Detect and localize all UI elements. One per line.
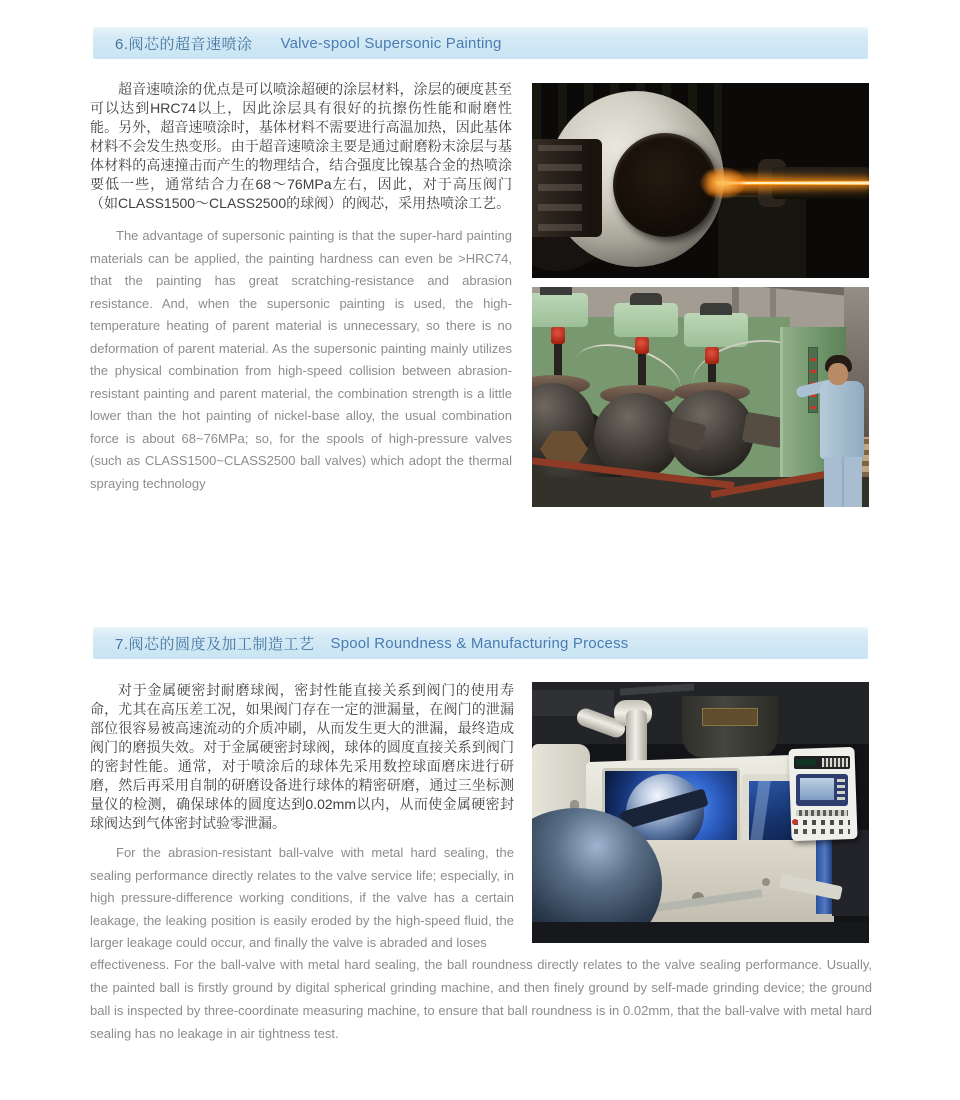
- section-6-paragraph-en: The advantage of supersonic painting is that the super-hard painting materials can be applied, the painting hardness can even be >HRC74, that the painting has great scratching-resistance and abrasion resistance. And, when the supersonic painting is used, the high-temperature heating of parent material is unnecessary, so there is no deformation of parent material. As the supersonic painting mainly utilizes the physical combination from high-speed collision between abrasion-resistant painting and parent material, the combination strength is a little lower than the hot painting of nickel-base alloy, the usual combination force is about 68~76MPa; so, for the spools of high-pressure valves (such as CLASS1500~CLASS2500 ball valves) which adopt the thermal spraying technology: [90, 228, 512, 491]
- bed-hole: [762, 878, 770, 886]
- red-collar: [635, 337, 649, 354]
- cnc-grinding-machine-photo: [532, 682, 869, 943]
- section-7-paragraph-en-full: effectiveness. For the ball-valve with metal hard sealing, the ball roundness directly relates to the valve sealing performance. Usually, the painted ball is firstly ground by digital spherical grinding machine, and then finely ground by self-made grinding device; the ground ball is inspected by three-coordinate measuring machine, to ensure that ball roundness is in 0.02mm, that the ball-valve with metal hard sealing has no leakage in air tightness test.: [90, 957, 872, 1041]
- spray-flame-core: [728, 182, 869, 184]
- section-7-paragraph-en-column: For the abrasion-resistant ball-valve with metal hard sealing, the sealing performance directly relates to the valve service life; especially, in high pressure-difference working conditions, if the valve has a certain leakage, the leaking position is easily eroded by the high-speed fluid, the larger leakage could occur, and finally the valve is abraded and loses: [90, 845, 514, 950]
- red-collar: [705, 347, 719, 364]
- screen-side-keys: [837, 778, 845, 800]
- vent-grille: [702, 708, 758, 726]
- floor: [532, 922, 869, 943]
- panel-digital-display: [796, 759, 816, 766]
- dust-collector: [682, 696, 778, 758]
- section-7-title-zh: 7.阀芯的圆度及加工制造工艺: [115, 635, 315, 653]
- side-cabinet: [832, 830, 869, 916]
- worker-head: [828, 363, 848, 385]
- control-buttons: [810, 351, 816, 409]
- button-row: [794, 820, 850, 825]
- worker-torso: [820, 381, 864, 459]
- section-6-text-column: [90, 80, 512, 495]
- soft-key-row: [796, 810, 848, 816]
- grinding-workshop-photo: [532, 287, 869, 507]
- red-collar: [551, 327, 565, 344]
- emergency-stop-button: [792, 819, 798, 825]
- section-7-header: [93, 627, 868, 659]
- spindle-housing: [614, 303, 678, 337]
- ceiling-duct: [532, 690, 614, 716]
- spindle-cap: [630, 293, 662, 305]
- worker-legs: [824, 457, 862, 507]
- section-6-header: [93, 27, 868, 59]
- supersonic-painting-photo: [532, 83, 869, 278]
- spindle-cap: [700, 303, 732, 315]
- spindle-cap: [540, 287, 572, 295]
- cnc-screen: [800, 778, 834, 800]
- section-7-text-column: [90, 681, 514, 955]
- section-7-title-en: Spool Roundness & Manufacturing Process: [330, 634, 629, 652]
- section-6-title-zh: 6.阀芯的超音速喷涂: [115, 35, 253, 53]
- chuck-jaws: [538, 145, 582, 231]
- pedestal: [718, 195, 806, 278]
- panel-keypad: [822, 758, 848, 767]
- button-row: [794, 829, 850, 834]
- section-6-paragraph-zh: 超音速喷涂的优点是可以喷涂超硬的涂层材料，涂层的硬度甚至可以达到HRC74以上，因此涂层具有很好的抗擦伤性能和耐磨性能。另外，超音速喷涂时，基体材料不需要进行高温加热，因此基体材料不会发生热变形。由于超音速喷涂主要是通过耐磨粉末涂层与基体材料的高速撞击而产生的物理结合，结合强度比镍基合金的热喷涂要低一些，通常结合力在68～76MPa左右，因此，对于高压阀门（如CLASS1500～CLASS2500的球阀）的阀芯，采用热喷涂工艺。: [90, 81, 512, 211]
- section-7-paragraph-zh: 对于金属硬密封耐磨球阀，密封性能直接关系到阀门的使用寿命，尤其在高压差工况，如果阀门存在一定的泄漏量，在阀门的泄漏部位很容易被高速流动的介质冲刷，从而发生更大的泄漏，最终造成阀门的磨损失效。对于金属硬密封球阀，球体的圆度直接关系到阀门的密封性能。通常，对于喷涂后的球体先采用数控球面磨床进行研磨，然后再采用自制的研磨设备进行球体的精密研磨，通过三坐标测量仪的检测，确保球体的圆度达到0.02mm以内，从而使金属硬密封球阀达到气体密封试验零泄漏。: [90, 682, 514, 831]
- panel-stand: [816, 838, 832, 914]
- section-6-title-en: Valve-spool Supersonic Painting: [280, 34, 502, 52]
- spray-impact-flare: [700, 167, 746, 199]
- spindle-housing: [532, 293, 588, 327]
